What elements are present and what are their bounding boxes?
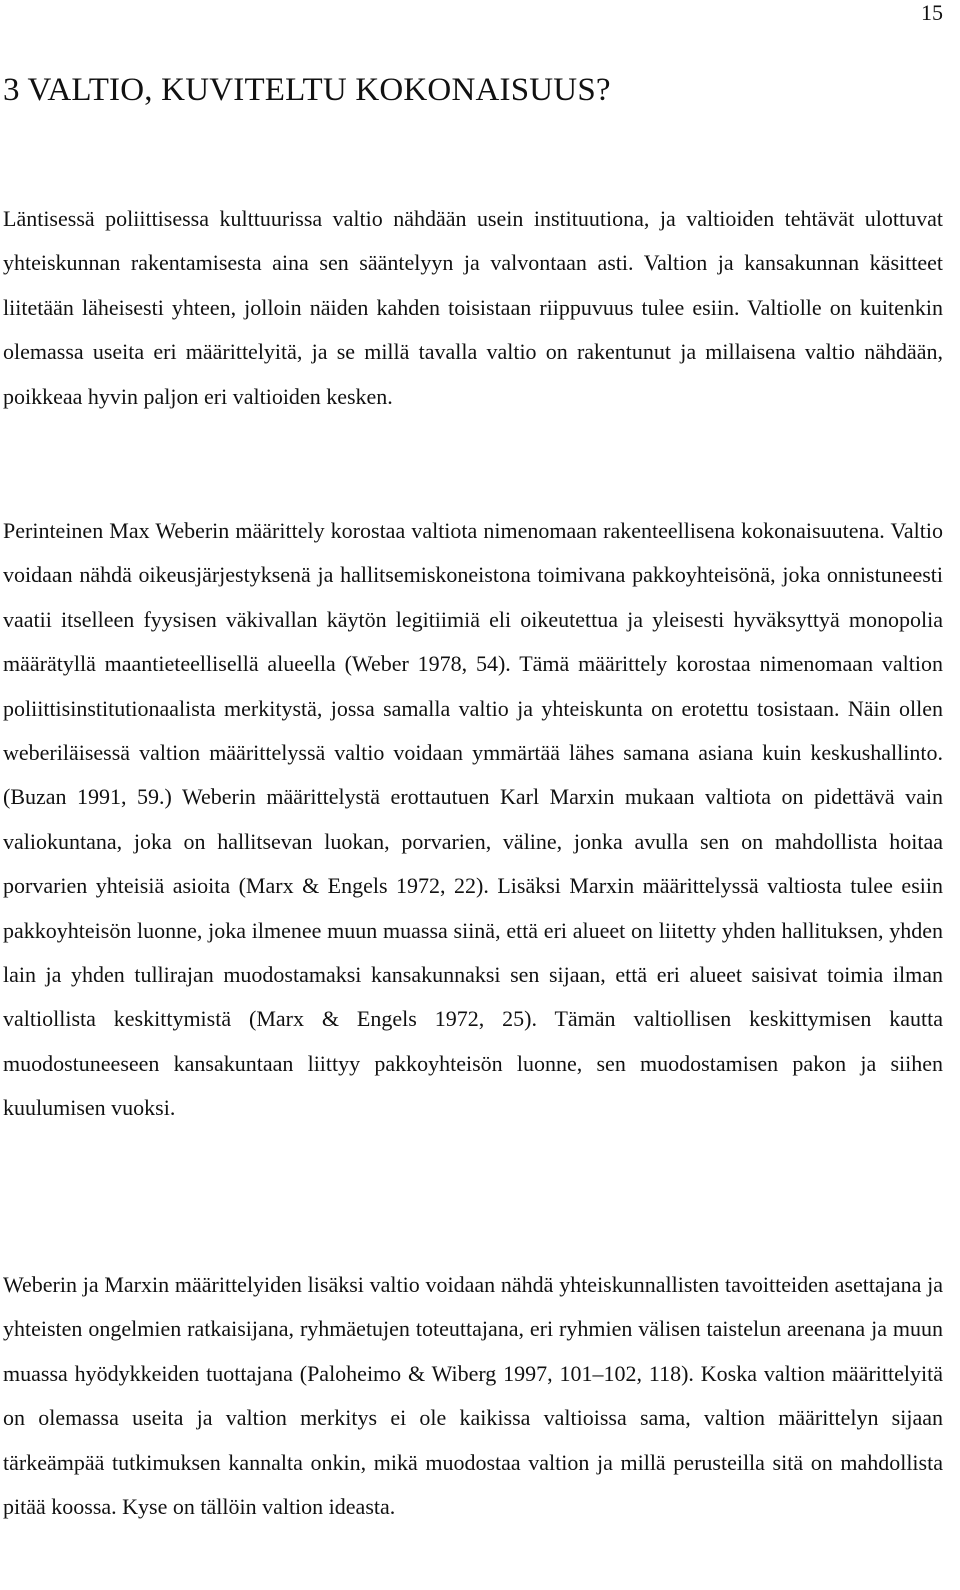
page-number: 15 (921, 0, 943, 25)
body-paragraph-1: Läntisessä poliittisessa kulttuurissa valtio nähdään usein instituutiona, ja valtioiden tehtävät ulottuvat yhteiskunnan rakentamisesta aina sen sääntelyyn ja valvontaan asti. Valtion ja kansakunnan käsitteet liitetään läheisesti yhteen, jolloin näiden kahden toisistaan riippuvuus tulee esiin. Valtiolle on kuitenkin olemassa useita eri määrittelyitä, ja se millä tavalla valtio on rakentunut ja millaisena valtio nähdään, poikkeaa hyvin paljon eri valtioiden kesken. (3, 206, 943, 409)
chapter-heading: 3 VALTIO, KUVITELTU KOKONAISUUS? (3, 72, 611, 108)
body-paragraph-2: Perinteinen Max Weberin määrittely korostaa valtiota nimenomaan rakenteellisena kokonaisuutena. Valtio voidaan nähdä oikeusjärjestyksenä ja hallitsemiskoneistona toimivana pakkoyhteisönä, joka onnistuneesti vaatii itselleen fyysisen väkivallan käytön legitiimiä eli oikeutettua ja yleisesti hyväksyttyä monopolia määrätyllä maantieteellisellä alueella (Weber 1978, 54). Tämä määrittely korostaa nimenomaan valtion poliittisinstitutionaalista merkitystä, jossa samalla valtio ja yhteiskunta on erotettu tosistaan. Näin ollen weberiläisessä valtion määrittelyssä valtio voidaan ymmärtää lähes samana asiana kuin keskushallinto. (Buzan 1991, 59.) Weberin määrittelystä erottautuen Karl Marxin mukaan valtiota on pidettävä vain valiokuntana, joka on hallitsevan luokan, porvarien, väline, jonka avulla sen on mahdollista hoitaa porvarien yhteisiä asioita (Marx & Engels 1972, 22). Lisäksi Marxin määrittelyssä valtiosta tulee esiin pakkoyhteisön luonne, joka ilmenee muun muassa siinä, että eri alueet on liitetty yhden hallituksen, yhden lain ja yhden tullirajan muodostamaksi kansakunnaksi sen sijaan, että eri alueet saisivat toimia ilman valtiollista keskittymistä (Marx & Engels 1972, 25). Tämän valtiollisen keskittymisen kautta muodostuneeseen kansakuntaan liittyy pakkoyhteisön luonne, sen muodostamisen pakon ja siihen kuulumisen vuoksi. (3, 518, 943, 1121)
body-paragraph-3: Weberin ja Marxin määrittelyiden lisäksi valtio voidaan nähdä yhteiskunnallisten tavoitteiden asettajana ja yhteisten ongelmien ratkaisijana, ryhmäetujen toteuttajana, eri ryhmien välisen taistelun areenana ja muun muassa hyödykkeiden tuottajana (Paloheimo & Wiberg 1997, 101–102, 118). Koska valtion määrittelyitä on olemassa useita ja valtion merkitys ei ole kaikissa valtioissa sama, valtion määrittelyn sijaan tärkeämpää tutkimuksen kannalta onkin, mikä muodostaa valtion ja millä perusteilla sitä on mahdollista pitää koossa. Kyse on tällöin valtion ideasta. (3, 1272, 943, 1520)
